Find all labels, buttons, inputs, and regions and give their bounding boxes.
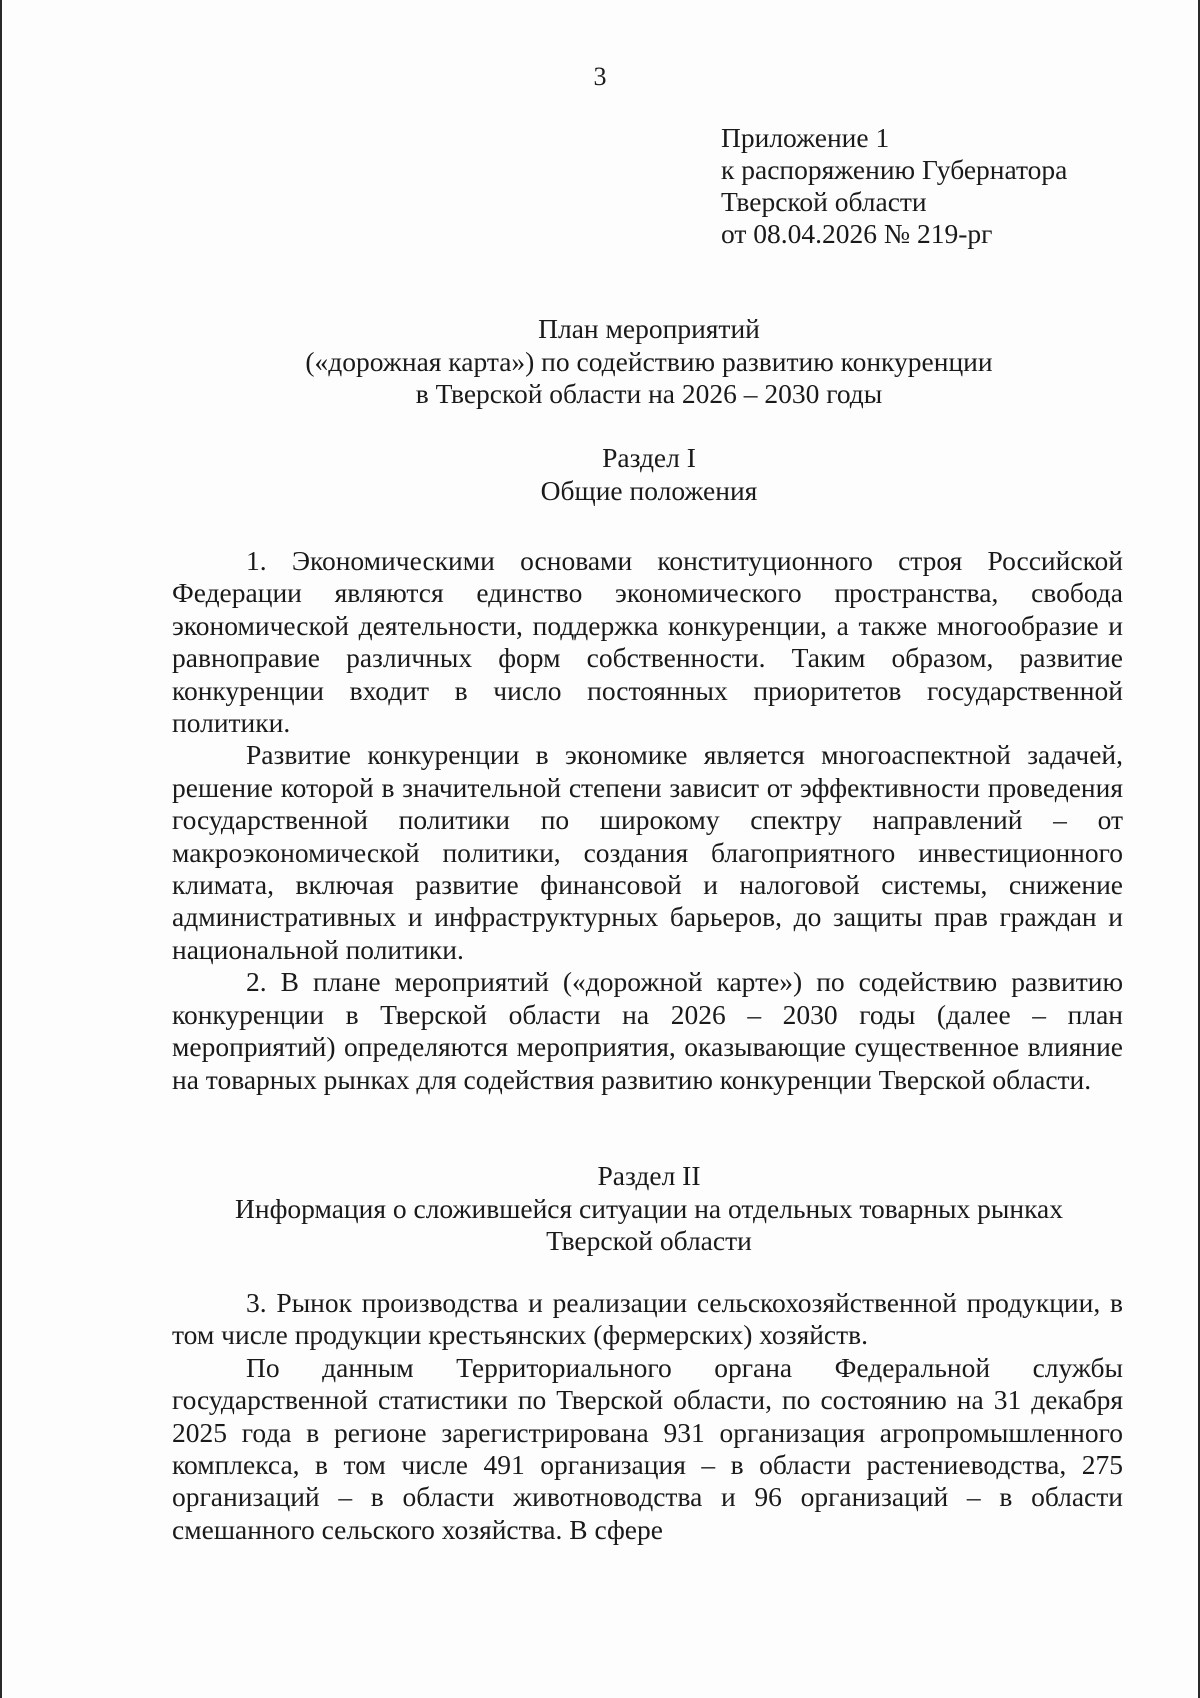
paragraph: 2. В плане мероприятий («дорожной карте») по содействию развитию конкуренции в Тверской области на 2026 – 2030 годы (далее – план мероприятий) определяются мероприятия, оказывающие существенное влияние на товарных рынках для содействия развитию конкуренции Тверской области. [172, 966, 1123, 1095]
page-number: 3 [593, 62, 607, 91]
section-1-heading [0, 442, 1200, 507]
appendix-stamp [721, 122, 1067, 250]
section-title: Тверской области [546, 1225, 752, 1256]
appendix-line: к распоряжению Губернатора [721, 154, 1068, 185]
title-line: План мероприятий [538, 313, 760, 344]
section-2-heading [0, 1160, 1200, 1258]
title-line: («дорожная карта») по содействию развитию конкуренции [305, 345, 993, 377]
section-1-body [172, 545, 1123, 1096]
section-title: Общие положения [540, 474, 758, 506]
paragraph: 1. Экономическими основами конституционного строя Российской Федерации являются единство экономического пространства, свобода экономической деятельности, поддержка конкуренции, а также многообразие и равноправие различных форм собственности. Таким образом, развитие конкуренции входит в число постоянных приоритетов государственной политики. [172, 545, 1123, 739]
document-title [0, 313, 1200, 411]
paragraph: По данным Территориального органа Федеральной службы государственной статистики по Тверской области, по состоянию на 31 декабря 2025 года в регионе зарегистрирована 931 организация агропромышленного комплекса, в том числе 491 организация – в области растениеводства, 275 организаций – в области животноводства и 96 организаций – в области смешанного сельского хозяйства. В сфере [172, 1351, 1123, 1545]
section-number: Раздел II [597, 1160, 701, 1191]
section-number: Раздел I [602, 442, 696, 473]
paragraph: Развитие конкуренции в экономике является многоаспектной задачей, решение которой в значительной степени зависит от эффективности проведения государственной политики по широкому спектру направлений – от макроэкономической политики, создания благоприятного инвестиционного климата, включая развитие финансовой и налоговой системы, снижение административных и инфраструктурных барьеров, до защиты прав граждан и национальной политики. [172, 739, 1123, 965]
scan-edge-left [0, 0, 2, 1698]
section-2-body [172, 1287, 1123, 1546]
appendix-line: Приложение 1 [721, 122, 890, 153]
paragraph: 3. Рынок производства и реализации сельскохозяйственной продукции, в том числе продукции крестьянских (фермерских) хозяйств. [172, 1287, 1123, 1351]
section-title: Информация о сложившейся ситуации на отдельных товарных рынках [235, 1192, 1063, 1224]
appendix-line: Тверской области [721, 186, 927, 217]
appendix-line: от 08.04.2026 № 219-рг [721, 218, 993, 249]
title-line: в Тверской области на 2026 – 2030 годы [415, 378, 883, 409]
